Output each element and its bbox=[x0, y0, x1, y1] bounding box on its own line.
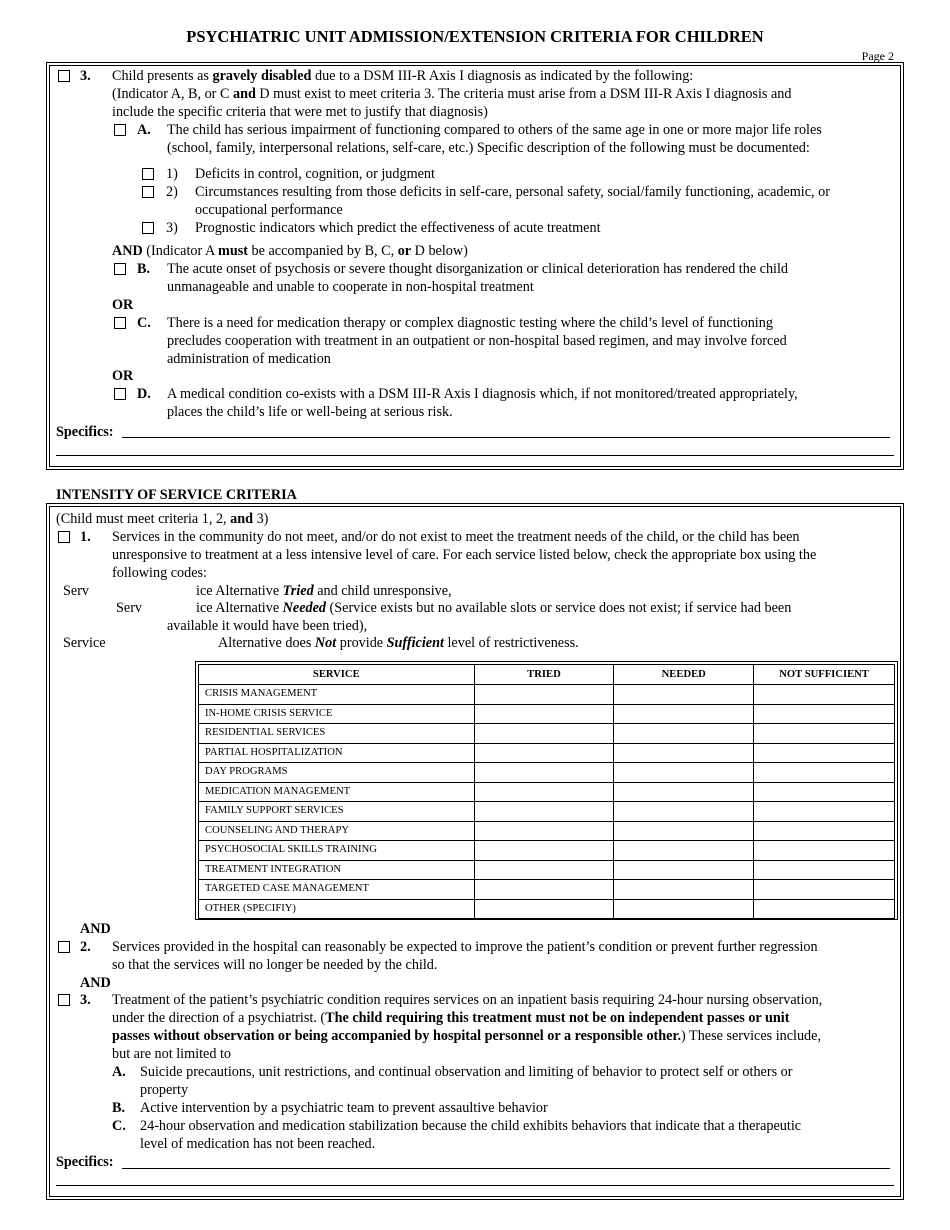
sub-1-checkbox[interactable] bbox=[142, 168, 154, 180]
service-c-label: C. bbox=[112, 1118, 126, 1134]
or-separator-2: OR bbox=[112, 368, 134, 384]
tried-cell[interactable] bbox=[474, 880, 614, 900]
criteria-3-number: 3. bbox=[80, 68, 91, 84]
service-b-text: Active intervention by a psychiatric team to prevent assaultive behavior bbox=[140, 1100, 548, 1116]
indicator-c-checkbox[interactable] bbox=[114, 317, 126, 329]
intensity-1-line-2: unresponsive to treatment at a less intensive level of care. For each service listed below, check the appropriate box using the bbox=[112, 547, 817, 563]
indicator-a-line-2: (school, family, interpersonal relations, self-care, etc.) Specific description of the following must be documented: bbox=[167, 140, 810, 156]
service-b-label: B. bbox=[112, 1100, 126, 1116]
indicator-c-line-2: precludes cooperation with treatment in an outpatient or non-hospital based regimen, and may involve forced bbox=[167, 333, 787, 349]
tried-cell[interactable] bbox=[474, 841, 614, 861]
service-name-partial-hospitalization: PARTIAL HOSPITALIZATION bbox=[199, 743, 475, 763]
intensity-2-checkbox[interactable] bbox=[58, 941, 70, 953]
table-row bbox=[199, 763, 895, 783]
header-tried: TRIED bbox=[474, 665, 614, 685]
tried-cell[interactable] bbox=[474, 821, 614, 841]
tried-cell[interactable] bbox=[474, 704, 614, 724]
intensity-2-number: 2. bbox=[80, 939, 91, 955]
sub-2-line-2: occupational performance bbox=[195, 202, 343, 218]
not-sufficient-cell[interactable] bbox=[754, 743, 895, 763]
tried-cell[interactable] bbox=[474, 860, 614, 880]
needed-cell[interactable] bbox=[614, 763, 754, 783]
service-name-medication-management: MEDICATION MANAGEMENT bbox=[199, 782, 475, 802]
table-row bbox=[199, 724, 895, 744]
tried-cell[interactable] bbox=[474, 782, 614, 802]
service-name-psychosocial-skills-training: PSYCHOSOCIAL SKILLS TRAINING bbox=[199, 841, 475, 861]
service-table-body bbox=[199, 685, 895, 919]
indicator-b-line-1: The acute onset of psychosis or severe thought disorganization or clinical deterioration has rendered the child bbox=[167, 261, 789, 277]
table-row bbox=[199, 802, 895, 822]
needed-cell[interactable] bbox=[614, 704, 754, 724]
service-name-residential-services: RESIDENTIAL SERVICES bbox=[199, 724, 475, 744]
code-2-prefix: Serv bbox=[116, 600, 143, 616]
code-2-line-2: available it would have been tried), bbox=[167, 618, 368, 634]
needed-cell[interactable] bbox=[614, 899, 754, 919]
table-row bbox=[199, 821, 895, 841]
indicator-c-line-3: administration of medication bbox=[167, 351, 331, 367]
header-needed: NEEDED bbox=[614, 665, 754, 685]
needed-cell[interactable] bbox=[614, 685, 754, 705]
service-name-in-home-crisis-service: IN-HOME CRISIS SERVICE bbox=[199, 704, 475, 724]
sub-2-checkbox[interactable] bbox=[142, 186, 154, 198]
criteria-3-specifics-line-2[interactable] bbox=[56, 455, 894, 456]
table-row bbox=[199, 782, 895, 802]
needed-cell[interactable] bbox=[614, 782, 754, 802]
indicator-c-line-1: There is a need for medication therapy or complex diagnostic testing where the child’s level of functioning bbox=[167, 315, 773, 331]
intensity-3-line-2: under the direction of a psychiatrist. (The child requiring this treatment must not be on independent passes or unit bbox=[112, 1010, 790, 1026]
table-row bbox=[199, 704, 895, 724]
needed-cell[interactable] bbox=[614, 743, 754, 763]
service-name-family-support-services: FAMILY SUPPORT SERVICES bbox=[199, 802, 475, 822]
indicator-a-line-1: The child has serious impairment of functioning compared to others of the same age in one or more major life roles bbox=[167, 122, 822, 138]
needed-cell[interactable] bbox=[614, 802, 754, 822]
needed-cell[interactable] bbox=[614, 841, 754, 861]
code-1-prefix: Serv bbox=[63, 583, 90, 599]
intensity-1-checkbox[interactable] bbox=[58, 531, 70, 543]
needed-cell[interactable] bbox=[614, 860, 754, 880]
not-sufficient-cell[interactable] bbox=[754, 763, 895, 783]
not-sufficient-cell[interactable] bbox=[754, 782, 895, 802]
intensity-3-line-3: passes without observation or being accompanied by hospital personnel or a responsible other.) These services include, bbox=[112, 1028, 821, 1044]
sub-2-line-1: Circumstances resulting from those deficits in self-care, personal safety, social/family functioning, academic, or bbox=[195, 184, 830, 200]
not-sufficient-cell[interactable] bbox=[754, 860, 895, 880]
criteria-3-line-1: Child presents as gravely disabled due to a DSM III-R Axis I diagnosis as indicated by the following: bbox=[112, 68, 694, 84]
service-a-label: A. bbox=[112, 1064, 126, 1080]
service-name-other-specifiy: OTHER (SPECIFIY) bbox=[199, 899, 475, 919]
service-name-counseling-and-therapy: COUNSELING AND THERAPY bbox=[199, 821, 475, 841]
service-name-targeted-case-management: TARGETED CASE MANAGEMENT bbox=[199, 880, 475, 900]
intensity-specifics-line-1[interactable] bbox=[122, 1168, 890, 1169]
and-indicator-line: AND (Indicator A must be accompanied by B, C, or D below) bbox=[112, 243, 468, 259]
intensity-specifics-line-2[interactable] bbox=[56, 1185, 894, 1186]
service-a-line-1: Suicide precautions, unit restrictions, and continual observation and limiting of behavior to protect self or others or bbox=[140, 1064, 793, 1080]
indicator-c-label: C. bbox=[137, 315, 151, 331]
table-row bbox=[199, 880, 895, 900]
sub-1-number: 1) bbox=[166, 166, 178, 182]
service-name-day-programs: DAY PROGRAMS bbox=[199, 763, 475, 783]
code-3-prefix: Service bbox=[63, 635, 106, 651]
intensity-heading: INTENSITY OF SERVICE CRITERIA bbox=[56, 487, 297, 503]
not-sufficient-cell[interactable] bbox=[754, 841, 895, 861]
not-sufficient-cell[interactable] bbox=[754, 802, 895, 822]
criteria-3-checkbox[interactable] bbox=[58, 70, 70, 82]
criteria-3-line-2: (Indicator A, B, or C and D must exist to meet criteria 3. The criteria must arise from a DSM III-R Axis I diagnosis and bbox=[112, 86, 792, 102]
table-row bbox=[199, 841, 895, 861]
not-sufficient-cell[interactable] bbox=[754, 704, 895, 724]
indicator-a-label: A. bbox=[137, 122, 151, 138]
not-sufficient-cell[interactable] bbox=[754, 821, 895, 841]
indicator-d-checkbox[interactable] bbox=[114, 388, 126, 400]
indicator-d-line-2: places the child’s life or well-being at serious risk. bbox=[167, 404, 453, 420]
page-number: Page 2 bbox=[861, 49, 894, 63]
service-c-line-1: 24-hour observation and medication stabilization because the child exhibits behaviors that indicate that a therapeutic bbox=[140, 1118, 802, 1134]
header-not-sufficient: NOT SUFFICIENT bbox=[754, 665, 895, 685]
service-c-line-2: level of medication has not been reached. bbox=[140, 1136, 376, 1152]
indicator-b-line-2: unmanageable and unable to cooperate in non-hospital treatment bbox=[167, 279, 534, 295]
tried-cell[interactable] bbox=[474, 802, 614, 822]
and-separator-1: AND bbox=[80, 921, 111, 937]
needed-cell[interactable] bbox=[614, 880, 754, 900]
table-row bbox=[199, 899, 895, 919]
needed-cell[interactable] bbox=[614, 724, 754, 744]
not-sufficient-cell[interactable] bbox=[754, 724, 895, 744]
service-name-treatment-integration: TREATMENT INTEGRATION bbox=[199, 860, 475, 880]
table-row bbox=[199, 743, 895, 763]
and-separator-2: AND bbox=[80, 975, 111, 991]
code-2-text: ice Alternative Needed (Service exists but no available slots or service does not exist; if service had been bbox=[196, 600, 792, 616]
table-row bbox=[199, 860, 895, 880]
intensity-2-line-2: so that the services will no longer be needed by the child. bbox=[112, 957, 438, 973]
page-title: PSYCHIATRIC UNIT ADMISSION/EXTENSION CRITERIA FOR CHILDREN bbox=[186, 27, 764, 46]
criteria-3-specifics-line-1[interactable] bbox=[122, 437, 890, 438]
needed-cell[interactable] bbox=[614, 821, 754, 841]
not-sufficient-cell[interactable] bbox=[754, 880, 895, 900]
tried-cell[interactable] bbox=[474, 724, 614, 744]
sub-3-number: 3) bbox=[166, 220, 178, 236]
table-row bbox=[199, 685, 895, 705]
service-table bbox=[198, 664, 895, 919]
intensity-specifics-label: Specifics: bbox=[56, 1154, 114, 1170]
or-separator-1: OR bbox=[112, 297, 134, 313]
criteria-3-line-3: include the specific criteria that were met to justify that diagnosis) bbox=[112, 104, 488, 120]
intensity-1-number: 1. bbox=[80, 529, 91, 545]
indicator-b-checkbox[interactable] bbox=[114, 263, 126, 275]
indicator-d-label: D. bbox=[137, 386, 151, 402]
tried-cell[interactable] bbox=[474, 743, 614, 763]
tried-cell[interactable] bbox=[474, 899, 614, 919]
sub-3-checkbox[interactable] bbox=[142, 222, 154, 234]
code-1-text: ice Alternative Tried and child unresponsive, bbox=[196, 583, 452, 599]
tried-cell[interactable] bbox=[474, 763, 614, 783]
intensity-2-line-1: Services provided in the hospital can reasonably be expected to improve the patient’s condition or prevent further regression bbox=[112, 939, 818, 955]
intensity-3-line-4: but are not limited to bbox=[112, 1046, 231, 1062]
sub-2-number: 2) bbox=[166, 184, 178, 200]
service-name-crisis-management: CRISIS MANAGEMENT bbox=[199, 685, 475, 705]
sub-3-text: Prognostic indicators which predict the effectiveness of acute treatment bbox=[195, 220, 601, 236]
indicator-d-line-1: A medical condition co-exists with a DSM III-R Axis I diagnosis which, if not monitored/treated appropriately, bbox=[167, 386, 798, 402]
sub-1-text: Deficits in control, cognition, or judgment bbox=[195, 166, 435, 182]
service-table-header bbox=[199, 665, 895, 685]
indicator-a-checkbox[interactable] bbox=[114, 124, 126, 136]
criteria-3-specifics-label: Specifics: bbox=[56, 424, 114, 440]
tried-cell[interactable] bbox=[474, 685, 614, 705]
intensity-1-line-3: following codes: bbox=[112, 565, 207, 581]
intensity-3-line-1: Treatment of the patient’s psychiatric condition requires services on an inpatient basis requiring 24-hour nursing observation, bbox=[112, 992, 823, 1008]
indicator-b-label: B. bbox=[137, 261, 151, 277]
code-3-text: Alternative does Not provide Sufficient level of restrictiveness. bbox=[218, 635, 579, 651]
service-a-line-2: property bbox=[140, 1082, 189, 1098]
intensity-3-checkbox[interactable] bbox=[58, 994, 70, 1006]
intensity-intro: (Child must meet criteria 1, 2, and 3) bbox=[56, 511, 269, 527]
header-service: SERVICE bbox=[199, 665, 475, 685]
not-sufficient-cell[interactable] bbox=[754, 685, 895, 705]
intensity-3-number: 3. bbox=[80, 992, 91, 1008]
not-sufficient-cell[interactable] bbox=[754, 899, 895, 919]
intensity-1-line-1: Services in the community do not meet, and/or do not exist to meet the treatment needs of the child, or the child has been bbox=[112, 529, 800, 545]
